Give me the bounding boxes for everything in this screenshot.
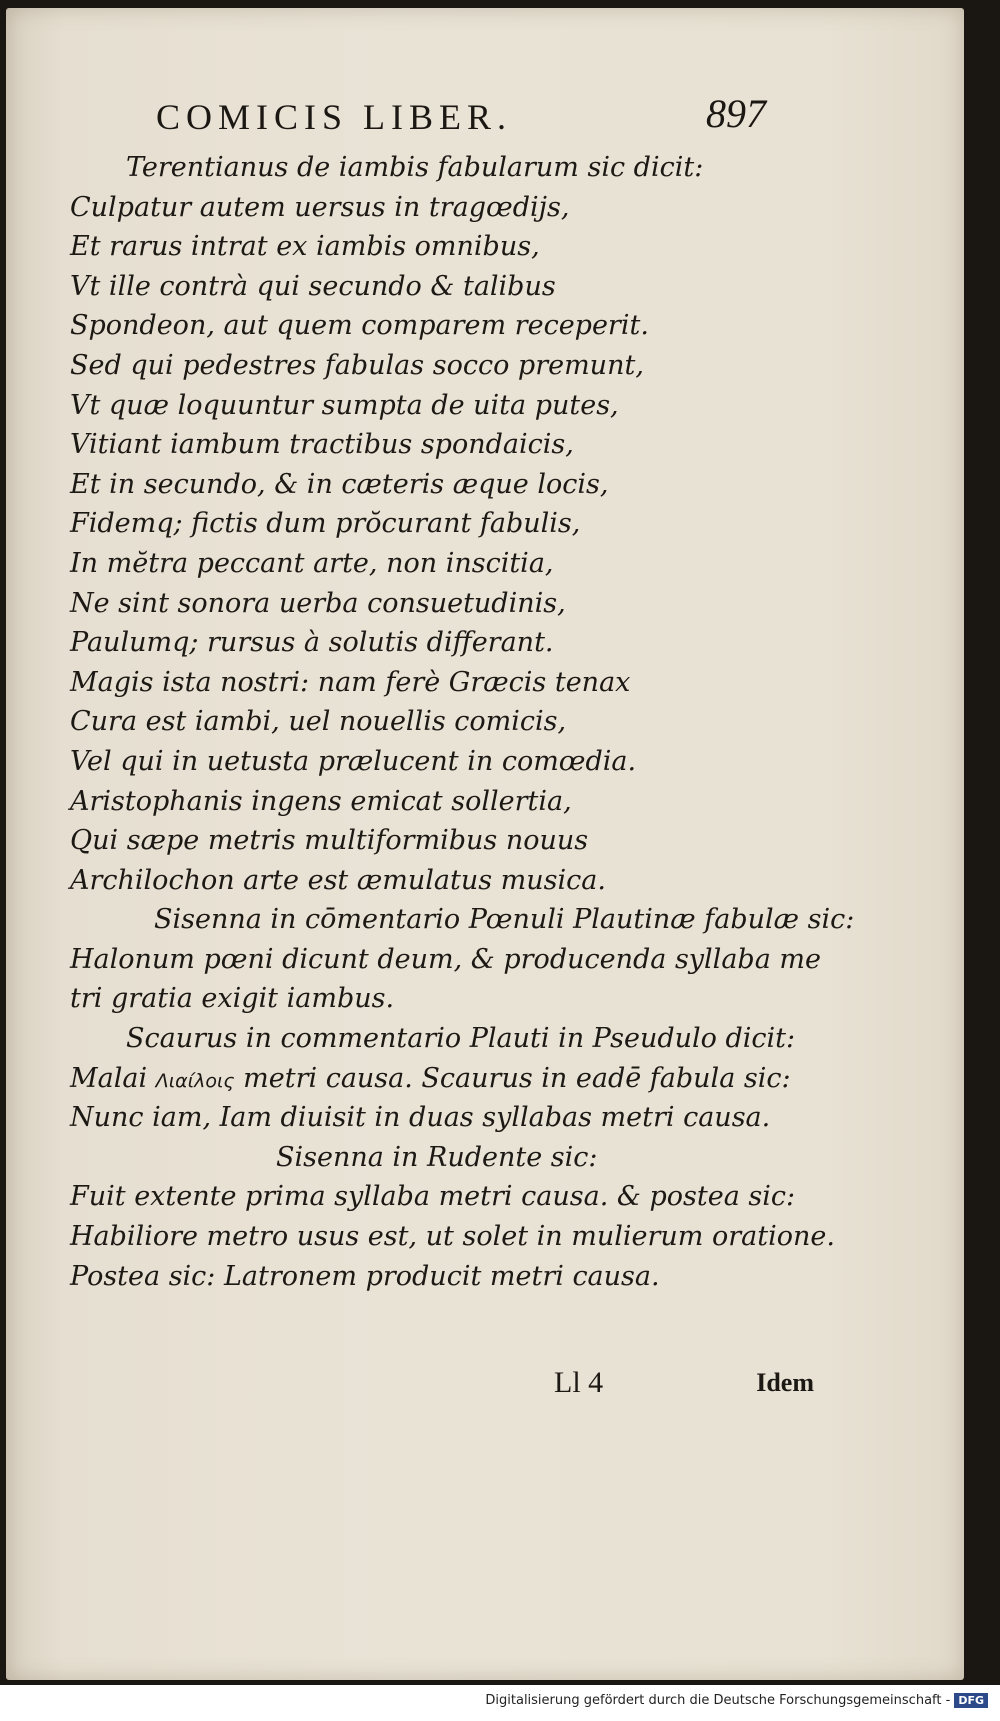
text-line: Habiliore metro usus est, ut solet in mulierum oratione. bbox=[70, 1221, 835, 1253]
page-number: 897 bbox=[706, 91, 766, 136]
text-line: Cura est iambi, uel nouellis comicis, bbox=[70, 706, 567, 738]
digitization-footer bbox=[0, 1685, 1000, 1721]
text-line: Magis ista nostri: nam ferè Græcis tenax bbox=[70, 666, 631, 698]
text-line: Fidemq; fictis dum prŏcurant fabulis, bbox=[70, 508, 581, 540]
text-line: Sed qui pedestres fabulas socco premunt, bbox=[70, 349, 644, 381]
running-head: COMICIS LIBER. bbox=[156, 97, 513, 137]
footer-credit-text: Digitalisierung gefördert durch die Deutsche Forschungsgemeinschaft - bbox=[485, 1693, 951, 1708]
text-line: Terentianus de iambis fabularum sic dicit: bbox=[126, 152, 704, 183]
catchline bbox=[554, 1366, 814, 1406]
text-segment: Malai bbox=[70, 1062, 148, 1094]
text-line: Qui sæpe metris multiformibus nouus bbox=[70, 825, 589, 857]
text-line: Archilochon arte est æmulatus musica. bbox=[70, 864, 606, 896]
body-text bbox=[66, 148, 926, 1296]
text-line: Culpatur autem uersus in tragœdijs, bbox=[70, 191, 570, 223]
text-line: Halonum pœni dicunt deum, & producenda syllaba me bbox=[70, 943, 821, 975]
text-line: Et in secundo, & in cæteris æque locis, bbox=[70, 468, 609, 500]
book-page bbox=[6, 8, 964, 1680]
text-line: Scaurus in commentario Plauti in Pseudulo dicit: bbox=[126, 1023, 796, 1055]
signature-mark: Ll 4 bbox=[554, 1366, 604, 1399]
text-line: Postea sic: Latronem producit metri causa. bbox=[70, 1260, 660, 1292]
text-line: tri gratia exigit iambus. bbox=[70, 983, 395, 1015]
text-line: Sisenna in Rudente sic: bbox=[276, 1141, 598, 1173]
text-line: Ne sint sonora uerba consuetudinis, bbox=[70, 587, 566, 619]
text-line: Vt ille contrà qui secundo & talibus bbox=[70, 270, 556, 302]
footer-credit bbox=[485, 1693, 988, 1708]
page-header bbox=[156, 86, 766, 156]
text-line: Vitiant iambum tractibus spondaicis, bbox=[70, 429, 574, 461]
text-line bbox=[66, 1059, 926, 1099]
text-line: Aristophanis ingens emicat sollertia, bbox=[70, 785, 572, 817]
text-line: Nunc iam, Iam diuisit in duas syllabas metri causa. bbox=[70, 1102, 771, 1134]
text-line: Paulumq; rursus à solutis differant. bbox=[70, 627, 554, 659]
text-segment: metri causa. Scaurus in eadē fabula sic: bbox=[234, 1062, 791, 1094]
text-line: Spondeon, aut quem comparem receperit. bbox=[70, 310, 649, 342]
catchword: Idem bbox=[756, 1368, 814, 1397]
text-line: Et rarus intrat ex iambis omnibus, bbox=[70, 231, 540, 263]
text-line: Fuit extente prima syllaba metri causa. & postea sic: bbox=[70, 1181, 796, 1213]
text-line: Vt quæ loquuntur sumpta de uita putes, bbox=[70, 389, 619, 421]
dfg-logo: DFG bbox=[954, 1693, 988, 1708]
greek-word: Λιαίλοις bbox=[155, 1069, 235, 1092]
text-line: Sisenna in cōmentario Pœnuli Plautinæ fabulæ sic: bbox=[154, 904, 855, 936]
text-line: Vel qui in uetusta prælucent in comœdia. bbox=[70, 745, 637, 777]
text-line: In mĕtra peccant arte, non inscitia, bbox=[70, 547, 554, 579]
